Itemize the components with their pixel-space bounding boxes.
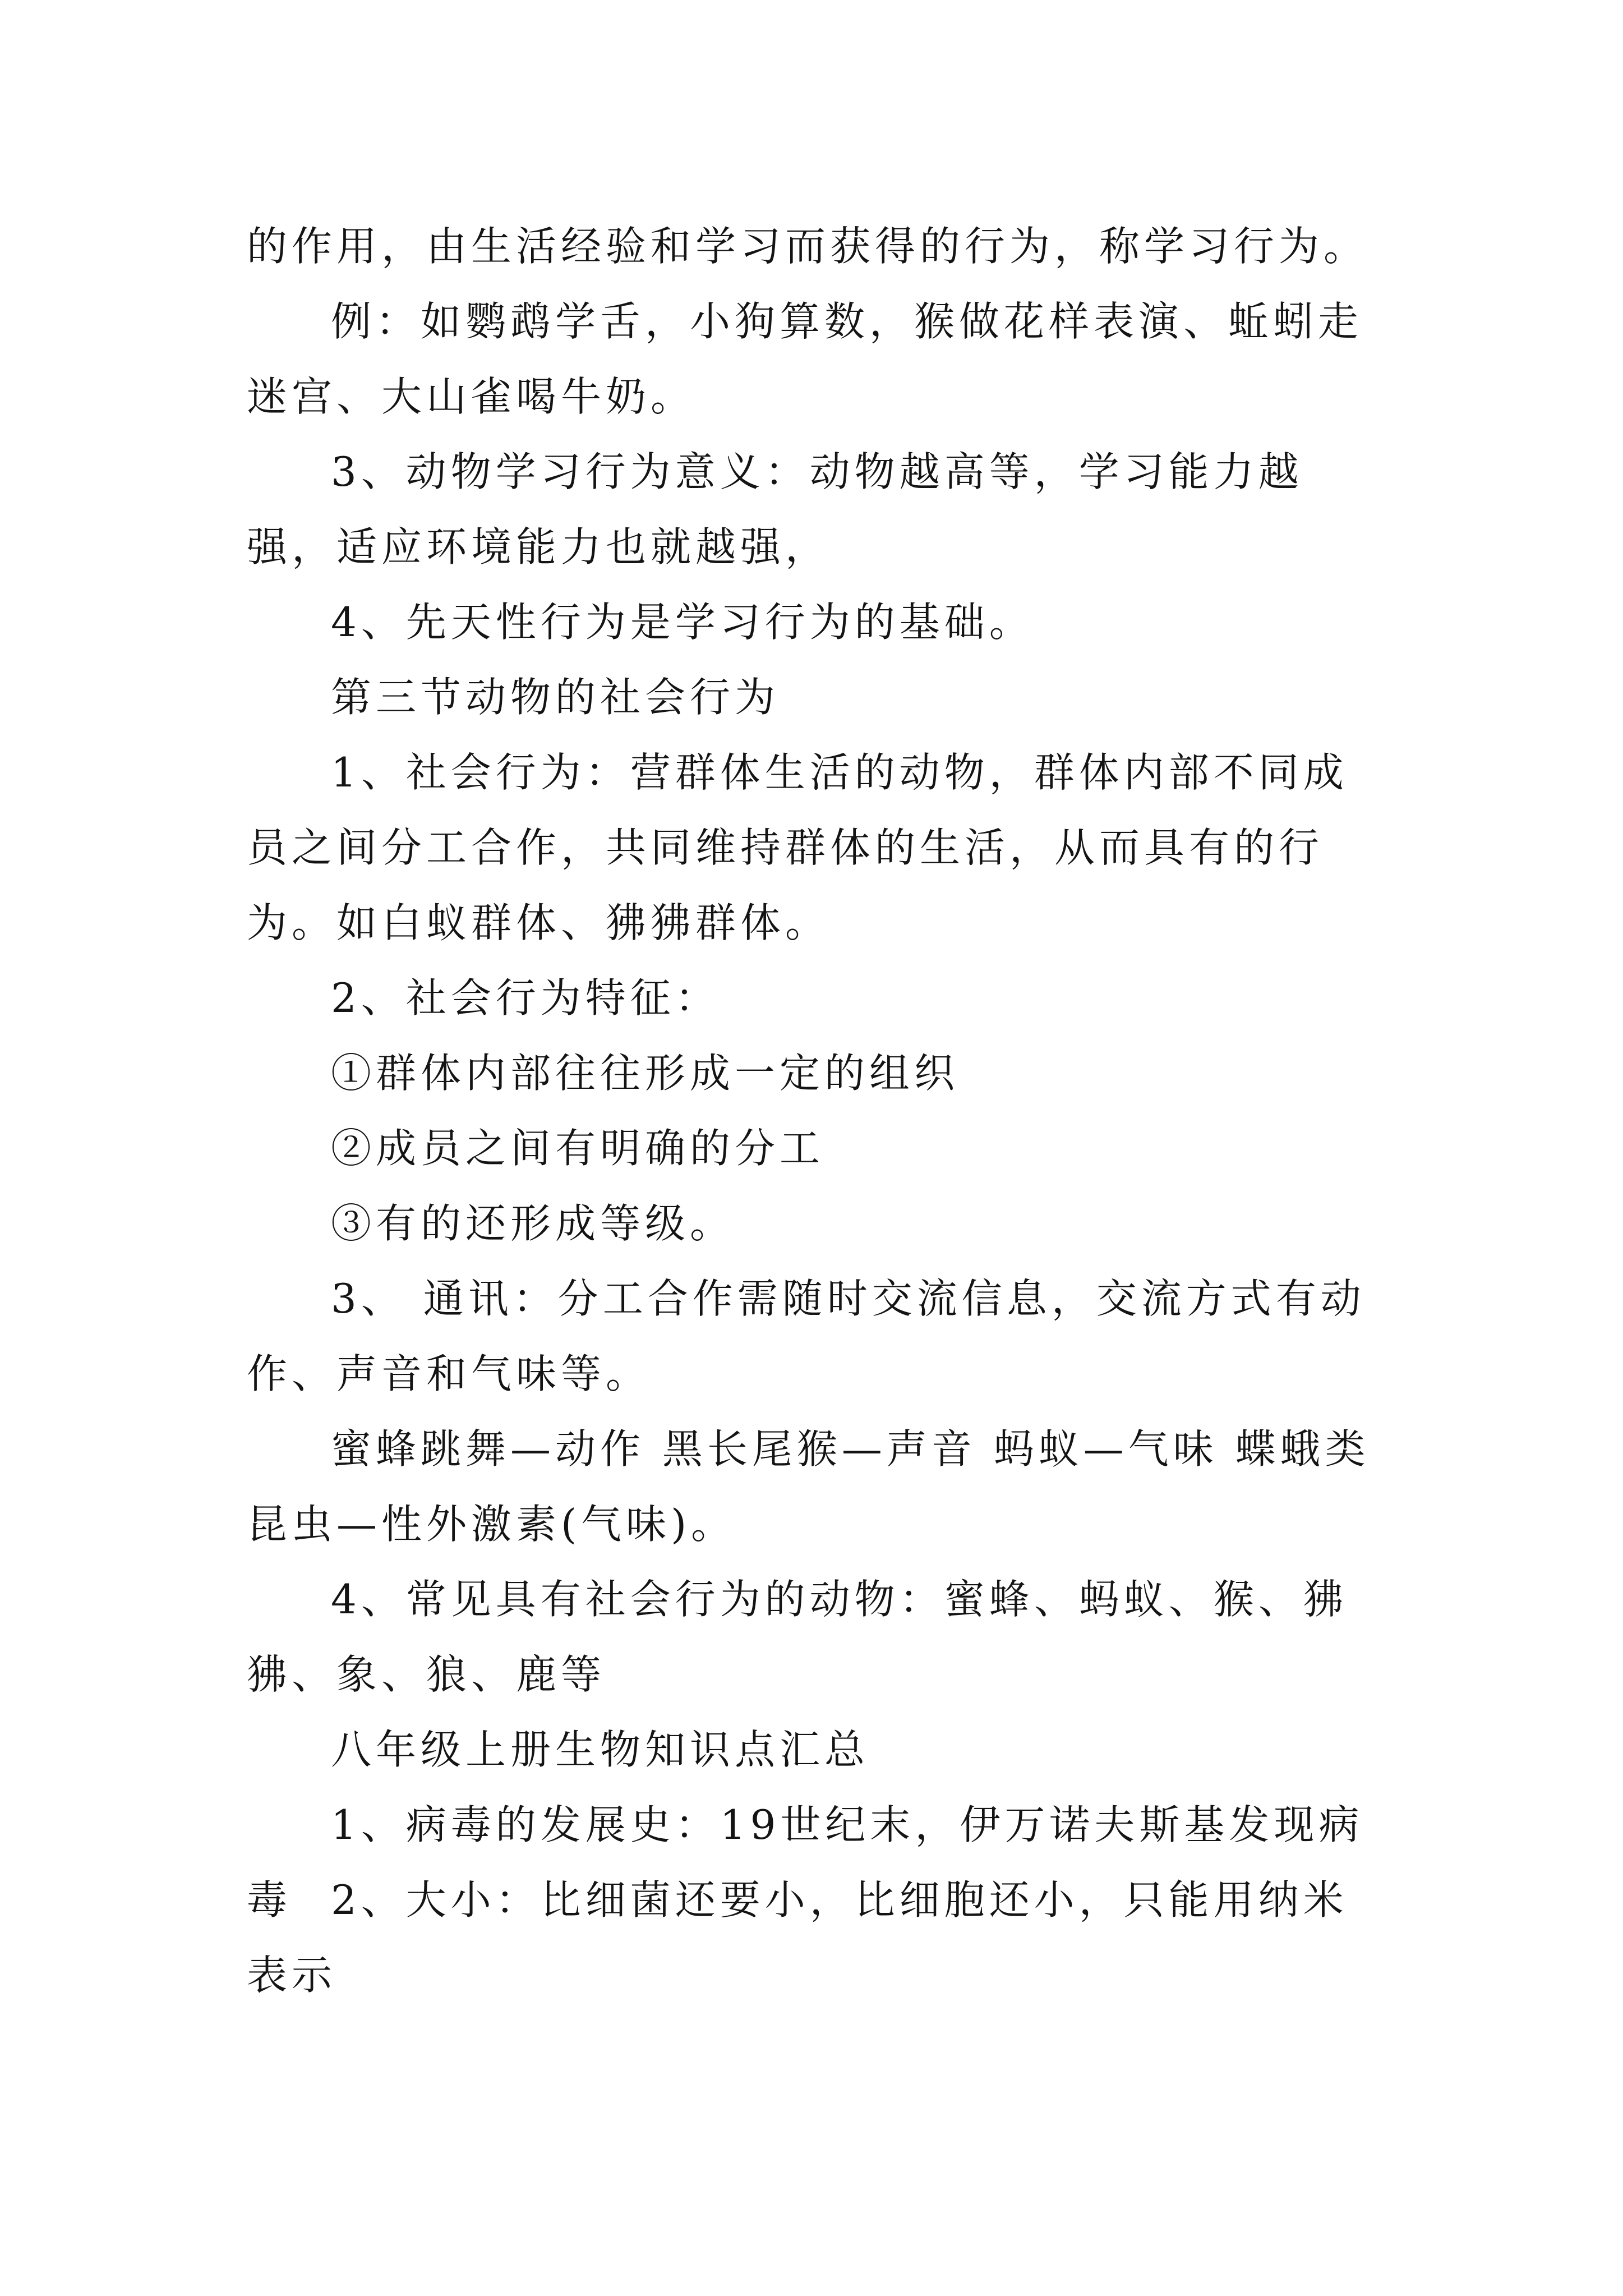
list-item-organization: ①群体内部往往形成一定的组织 [331, 1050, 960, 1097]
paragraph-social-behavior-definition: 1、社会行为：营群体生活的动物，群体内部不同成员之间分工合作，共同维持群体的生活，从而具有的行为。如白蚁群体、狒狒群体。 [247, 749, 1348, 946]
list-item-division-of-labor: ②成员之间有明确的分工 [331, 1125, 825, 1172]
paragraph-innate-basis: 4、先天性行为是学习行为的基础。 [331, 599, 1034, 646]
paragraph-learning-behavior-definition: 的作用，由生活经验和学习而获得的行为，称学习行为。 [247, 223, 1369, 270]
paragraph-social-animals: 4、常见具有社会行为的动物：蜜蜂、蚂蚁、猴、狒狒、象、狼、鹿等 [247, 1576, 1348, 1698]
paragraph-virus-history: 1、病毒的发展史：19世纪末，伊万诺夫斯基发现病毒 [247, 1801, 1364, 1924]
list-item-hierarchy: ③有的还形成等级。 [331, 1200, 735, 1247]
paragraph-virus-size: 2、大小：比细菌还要小，比细胞还小，只能用纳米表示 [247, 1876, 1348, 1999]
paragraph-social-features-heading: 2、社会行为特征： [331, 974, 720, 1022]
paragraph-communication-examples: 蜜蜂跳舞—动作 黑长尾猴—声音 蚂蚁—气味 蝶蛾类昆虫—性外激素(气味)。 [247, 1425, 1370, 1548]
paragraph-learning-examples: 例：如鹦鹉学舌，小狗算数，猴做花样表演、蚯蚓走迷宫、大山雀喝牛奶。 [247, 298, 1363, 420]
paragraph-learning-significance: 3、动物学习行为意义：动物越高等，学习能力越强，适应环境能力也就越强， [247, 448, 1303, 570]
paragraph-communication: 3、 通讯：分工合作需随时交流信息，交流方式有动作、声音和气味等。 [247, 1275, 1366, 1397]
section-heading-grade8-summary: 八年级上册生物知识点汇总 [331, 1726, 870, 1773]
section-heading-social-behavior: 第三节动物的社会行为 [331, 674, 780, 721]
